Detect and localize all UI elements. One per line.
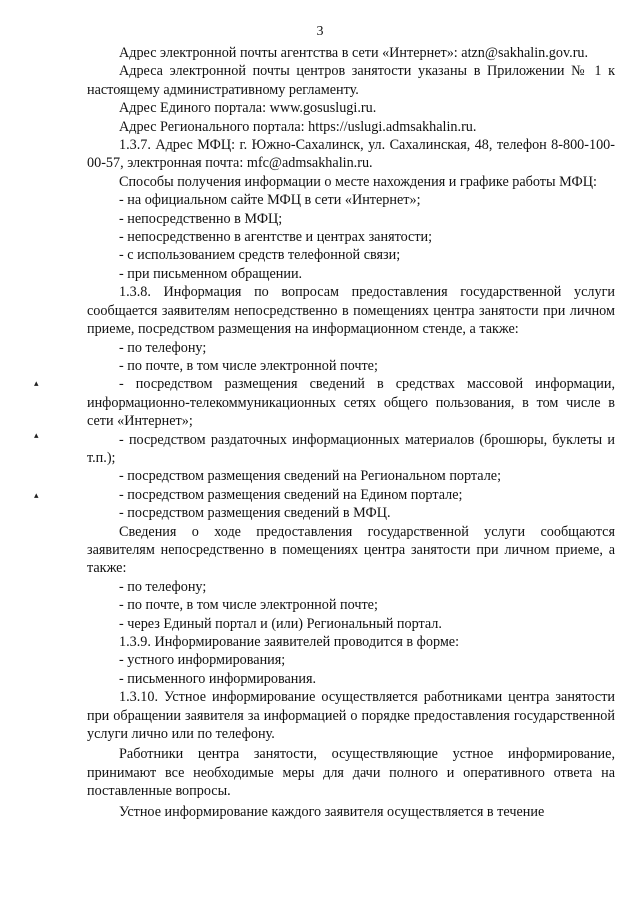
page-number: 3 (316, 24, 324, 39)
list-item: - посредством размещения сведений в МФЦ. (119, 505, 391, 522)
list-item: - письменного информирования. (119, 670, 317, 687)
margin-mark-icon: ▴ (34, 490, 39, 500)
paragraph: 1.3.10. Устное информирование осуществляется работниками центра занятости при обращении заявителя за информацией о порядке предоставления государственной услуги лично или по телефону. (87, 689, 615, 743)
list-item: - через Единый портал и (или) Региональный портал. (119, 615, 442, 632)
list-item: - посредством размещения сведений на Региональном портале; (119, 468, 502, 485)
paragraph: Адрес Регионального портала: https://uslugi.admsakhalin.ru. (119, 118, 477, 135)
paragraph: Способы получения информации о месте нахождения и графике работы МФЦ: (119, 173, 597, 190)
paragraph: Работники центра занятости, осуществляющие устное информирование, принимают все необходимые меры для дачи полного и оперативного ответа на поставленные вопросы. (87, 746, 615, 800)
paragraph: Устное информирование каждого заявителя осуществляется в течение (119, 803, 545, 820)
margin-mark-icon: ▴ (34, 378, 39, 388)
paragraph: 1.3.8. Информация по вопросам предоставления государственной услуги сообщается заявителям непосредственно в помещениях центра занятости при личном приеме, посредством размещения на информационном стенде, а также: (87, 284, 615, 338)
list-item: - устного информирования; (119, 652, 286, 669)
paragraph: 1.3.7. Адрес МФЦ: г. Южно-Сахалинск, ул. Сахалинская, 48, телефон 8-800-100-00-57, электронная почта: mfc@admsakhalin.ru. (87, 137, 615, 172)
list-item: - по почте, в том числе электронной почте; (119, 357, 378, 374)
list-item: - посредством размещения сведений на Едином портале; (119, 486, 463, 503)
list-item: - с использованием средств телефонной связи; (119, 247, 401, 264)
list-item: - по телефону; (119, 578, 207, 595)
margin-mark-icon: ▴ (34, 430, 39, 440)
list-item: - непосредственно в агентстве и центрах занятости; (119, 229, 433, 246)
list-item: - непосредственно в МФЦ; (119, 210, 283, 227)
list-item: - по почте, в том числе электронной почте; (119, 597, 378, 614)
paragraph: 1.3.9. Информирование заявителей проводится в форме: (119, 634, 460, 650)
list-item: - посредством размещения сведений в средствах массовой информации, информационно-телекоммуникационных сетях общего пользования, в том числе в сети «Интернет»; (87, 376, 615, 430)
list-item: - по телефону; (119, 339, 207, 356)
paragraph: Адреса электронной почты центров занятости указаны в Приложении № 1 к настоящему административному регламенту. (87, 63, 615, 98)
list-item: - на официальном сайте МФЦ в сети «Интернет»; (119, 192, 421, 209)
paragraph: Сведения о ходе предоставления государственной услуги сообщаются заявителям непосредственно в помещениях центра занятости при личном приеме, а также: (87, 523, 615, 577)
list-item: - посредством раздаточных информационных материалов (брошюры, буклеты и т.п.); (87, 431, 615, 466)
paragraph: Адрес Единого портала: www.gosuslugi.ru. (119, 100, 377, 117)
document-body (87, 44, 615, 821)
list-item: - при письменном обращении. (119, 265, 303, 282)
paragraph: Адрес электронной почты агентства в сети «Интернет»: atzn@sakhalin.gov.ru. (119, 45, 589, 61)
